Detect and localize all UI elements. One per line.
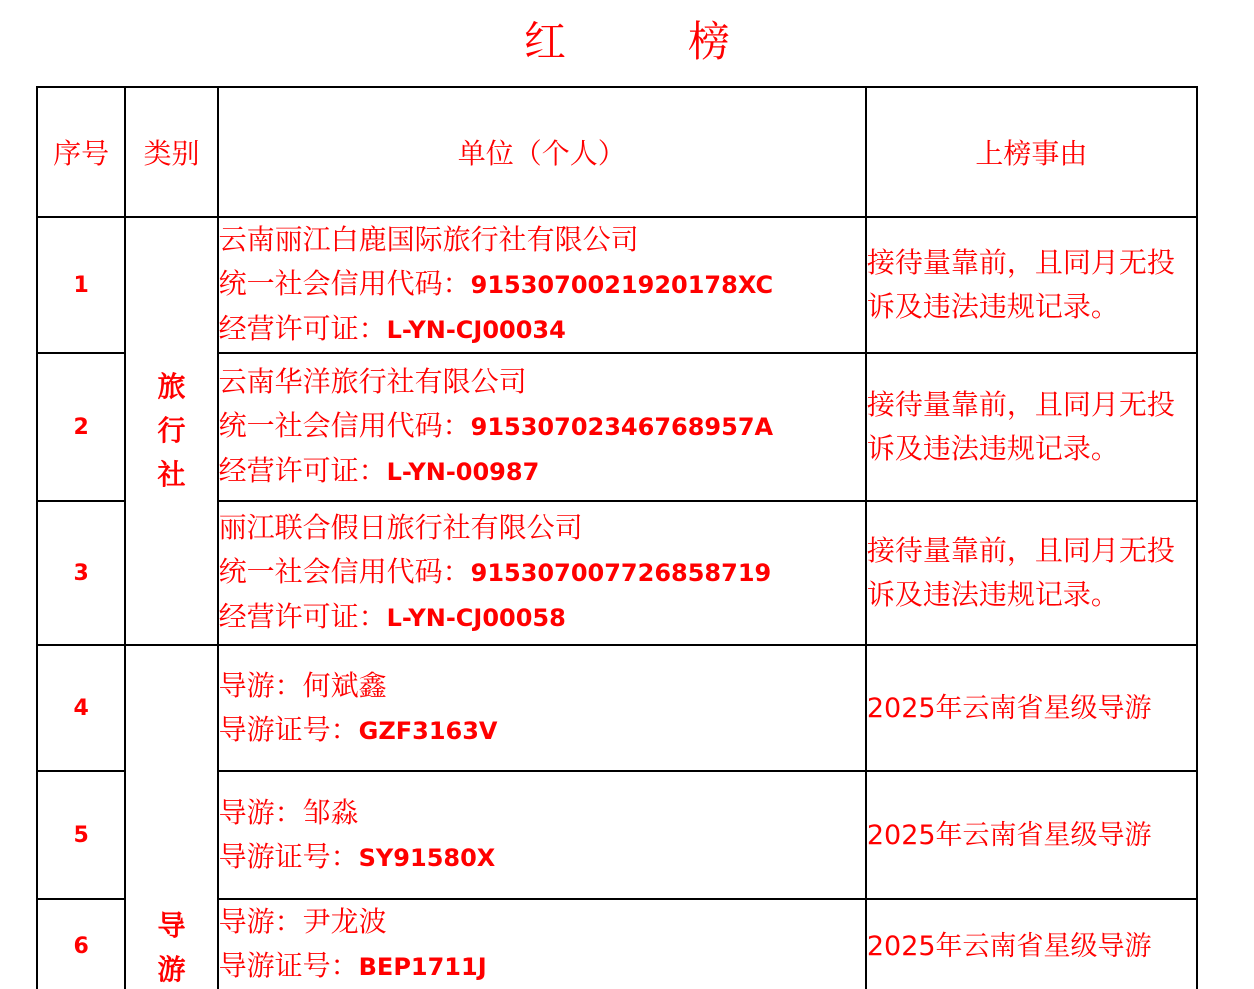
guide-cert-value: SY91580X xyxy=(358,843,496,872)
reason-text: 2025年云南省星级导游 xyxy=(866,692,1152,724)
reason-cell xyxy=(866,217,1197,353)
guide-line xyxy=(219,900,865,944)
guide-label: 导游： xyxy=(218,905,303,938)
reason-text: 2025年云南省星级导游 xyxy=(866,930,1152,962)
category-cell-guide xyxy=(125,645,217,989)
guide-cert-line xyxy=(219,944,865,989)
unit-cell xyxy=(218,217,866,353)
row-number: 6 xyxy=(37,899,125,989)
table-row xyxy=(37,645,1197,771)
license-value: L-YN-00987 xyxy=(386,458,540,486)
unit-cell xyxy=(218,501,866,645)
credit-code-line xyxy=(219,404,865,449)
agency-name: 云南华洋旅行社有限公司 xyxy=(218,365,527,398)
unit-cell xyxy=(218,899,866,989)
guide-line xyxy=(219,664,865,708)
guide-line xyxy=(219,791,865,835)
credit-code-value: 915307007726858719 xyxy=(470,559,772,587)
reason-cell xyxy=(866,645,1197,771)
guide-label: 导游： xyxy=(218,668,303,702)
category-label: 导游 xyxy=(157,909,186,986)
category-label: 旅行社 xyxy=(157,370,186,491)
guide-cert-label: 导游证号： xyxy=(218,712,359,746)
guide-name: 尹龙波 xyxy=(302,905,387,938)
table-row xyxy=(37,217,1197,353)
header-no: 序号 xyxy=(37,87,125,217)
reason-text: 2025年云南省星级导游 xyxy=(866,819,1152,851)
license-label: 经营许可证： xyxy=(218,454,387,487)
license-label: 经营许可证： xyxy=(218,600,387,633)
unit-cell xyxy=(218,645,866,771)
license-value: L-YN-CJ00058 xyxy=(386,604,566,632)
license-label: 经营许可证： xyxy=(218,312,387,345)
guide-name: 何斌鑫 xyxy=(302,668,387,702)
agency-name: 丽江联合假日旅行社有限公司 xyxy=(218,511,583,544)
row-number: 3 xyxy=(37,501,125,645)
table-header-row xyxy=(37,87,1197,217)
guide-cert-label: 导游证号： xyxy=(218,949,359,982)
license-value: L-YN-CJ00034 xyxy=(386,316,566,344)
guide-cert-value: BEP1711J xyxy=(358,953,487,981)
credit-code-label: 统一社会信用代码： xyxy=(218,555,471,588)
row-number: 4 xyxy=(37,645,125,771)
guide-name: 邹淼 xyxy=(302,795,359,829)
reason-cell xyxy=(866,501,1197,645)
header-category: 类别 xyxy=(125,87,217,217)
reason-text: 接待量靠前，且同月无投诉及违法违规记录。 xyxy=(866,246,1175,323)
reason-cell xyxy=(866,353,1197,501)
header-unit: 单位（个人） xyxy=(218,87,866,217)
credit-code-line xyxy=(219,262,865,307)
credit-code-label: 统一社会信用代码： xyxy=(218,409,471,442)
credit-code-label: 统一社会信用代码： xyxy=(218,267,471,300)
credit-code-line xyxy=(219,550,865,595)
reason-cell xyxy=(866,771,1197,899)
credit-code-value: 91530702346768957A xyxy=(470,413,774,441)
reason-text: 接待量靠前，且同月无投诉及违法违规记录。 xyxy=(866,388,1175,465)
guide-cert-line xyxy=(219,835,865,880)
header-reason: 上榜事由 xyxy=(866,87,1197,217)
guide-cert-value: GZF3163V xyxy=(358,716,498,745)
agency-name: 云南丽江白鹿国际旅行社有限公司 xyxy=(218,223,639,256)
guide-cert-label: 导游证号： xyxy=(218,839,359,873)
row-number: 5 xyxy=(37,771,125,899)
unit-cell xyxy=(218,353,866,501)
license-line xyxy=(219,307,865,352)
license-line xyxy=(219,595,865,640)
unit-cell xyxy=(218,771,866,899)
credit-code-value: 9153070021920178XC xyxy=(470,271,774,299)
row-number: 1 xyxy=(37,217,125,353)
reason-cell xyxy=(866,899,1197,989)
guide-cert-line xyxy=(219,708,865,753)
reason-text: 接待量靠前，且同月无投诉及违法违规记录。 xyxy=(866,534,1175,611)
red-list-table xyxy=(36,86,1198,989)
row-number: 2 xyxy=(37,353,125,501)
guide-label: 导游： xyxy=(218,795,303,829)
page-title: 红 榜 xyxy=(523,17,770,66)
category-cell-travel-agency xyxy=(125,217,217,645)
license-line xyxy=(219,449,865,494)
